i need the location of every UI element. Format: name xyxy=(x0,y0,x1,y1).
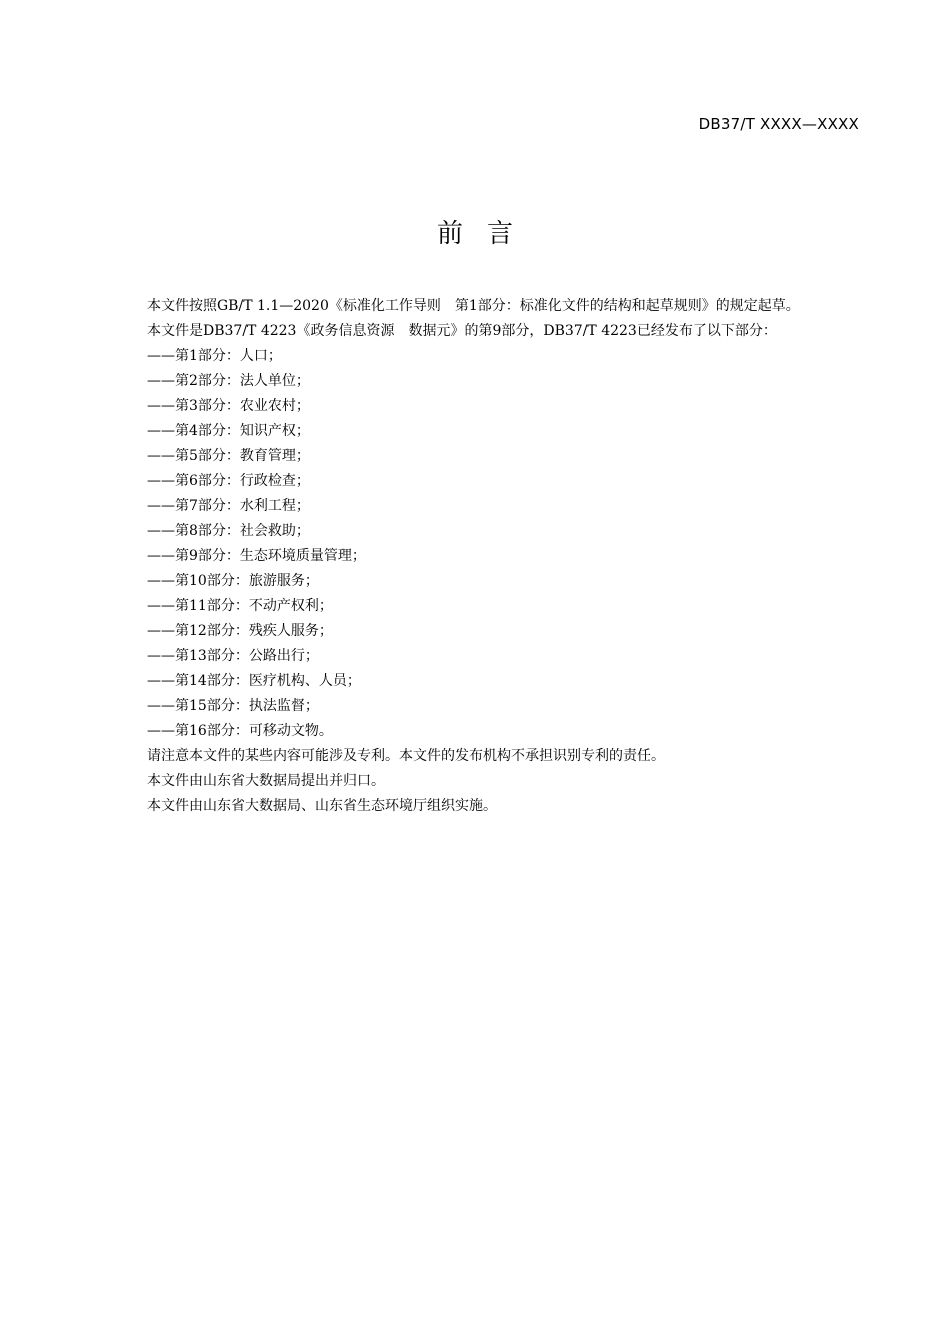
paragraph-proposer: 本文件由山东省大数据局提出并归口。 xyxy=(147,773,385,789)
list-item: ——第9部分：生态环境质量管理； xyxy=(147,548,366,564)
document-code: DB37/T XXXX—XXXX xyxy=(698,115,859,133)
foreword-body xyxy=(114,294,860,819)
list-item: ——第5部分：教育管理； xyxy=(147,448,310,464)
paragraph-drafting-rules: 本文件按照GB/T 1.1—2020《标准化工作导则 第1部分：标准化文件的结构和起草规则》的规定起草。 xyxy=(147,298,800,314)
list-item: ——第1部分：人口； xyxy=(147,348,282,364)
page-title: 前言 xyxy=(436,219,537,249)
list-item: ——第8部分：社会救助； xyxy=(147,523,310,539)
paragraph-patent-notice: 请注意本文件的某些内容可能涉及专利。本文件的发布机构不承担识别专利的责任。 xyxy=(147,748,665,764)
list-item: ——第7部分：水利工程； xyxy=(147,498,310,514)
paragraph-implementer: 本文件由山东省大数据局、山东省生态环境厅组织实施。 xyxy=(147,798,497,814)
list-item: ——第16部分：可移动文物。 xyxy=(147,723,333,739)
list-item: ——第13部分：公路出行； xyxy=(147,648,319,664)
list-item: ——第11部分：不动产权利； xyxy=(147,598,333,614)
list-item: ——第15部分：执法监督； xyxy=(147,698,319,714)
paragraph-series-intro: 本文件是DB37/T 4223《政务信息资源 数据元》的第9部分，DB37/T 4223已经发布了以下部分： xyxy=(147,323,777,339)
list-item: ——第4部分：知识产权； xyxy=(147,423,310,439)
list-item: ——第3部分：农业农村； xyxy=(147,398,310,414)
parts-list xyxy=(114,344,860,744)
list-item: ——第2部分：法人单位； xyxy=(147,373,310,389)
list-item: ——第14部分：医疗机构、人员； xyxy=(147,673,361,689)
list-item: ——第12部分：残疾人服务； xyxy=(147,623,333,639)
list-item: ——第10部分：旅游服务； xyxy=(147,573,319,589)
list-item: ——第6部分：行政检查； xyxy=(147,473,310,489)
